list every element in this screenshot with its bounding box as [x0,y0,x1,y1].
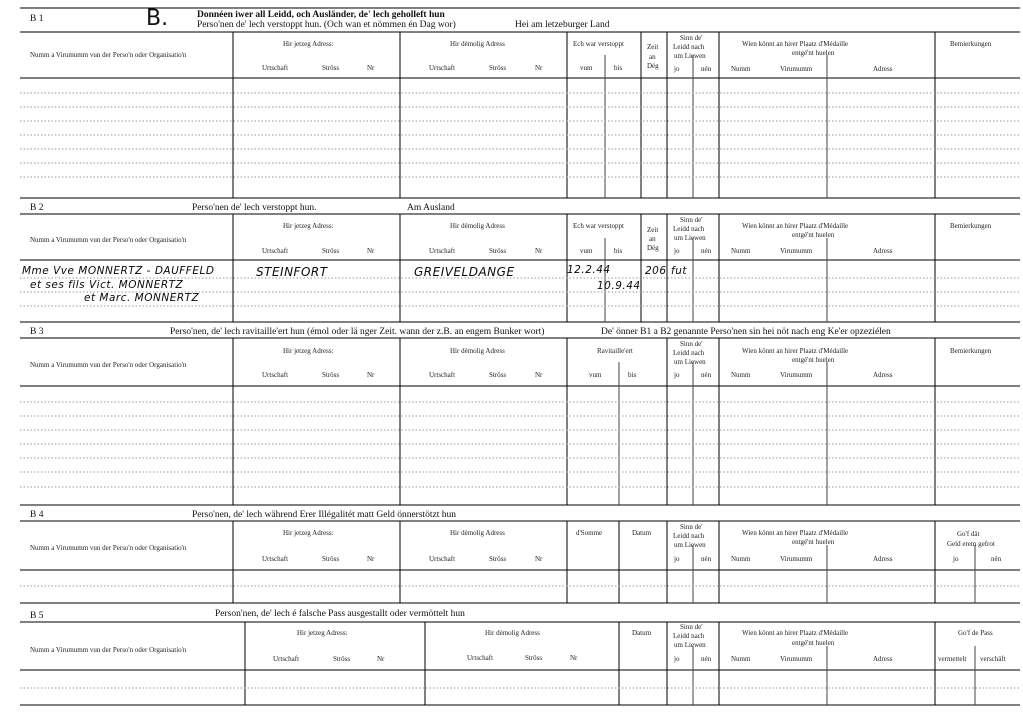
b5-former-locality: Urtschaft [467,654,494,662]
b3-from: vum [589,371,602,379]
b4-yes: jo [674,555,680,563]
b3-remarks: Bemierkungen [950,347,992,355]
b3-former-addr: Hir démolig Adress [450,347,505,355]
b4-surname: Numm [731,555,751,563]
b4-money-2: Geld erem gefrot [947,540,995,548]
b2-time-3: Dég [647,244,659,252]
b3-former-nr: Nr [535,371,543,379]
b2-alive-2: Leidd nach [673,225,705,233]
b4-address: Adress [873,555,893,563]
b5-no: nén [701,655,712,663]
b2-title: Perso'nen de' lech verstoppt hun. [192,203,317,213]
b2-no: nén [701,247,712,255]
b3-name-col: Numm a Virumumm vun der Perso'n oder Organisatio'n [30,361,187,369]
b1-to: bis [614,64,623,72]
b2-former-addr: Hir démolig Adress [450,222,505,230]
b1-medal-2: entgé'nt huelen [792,49,835,57]
b5-former-addr: Hir démolig Adress [485,629,540,637]
b2-street: Ströss [322,247,340,255]
b2-former-locality: Urtschaft [429,247,456,255]
b2-code: B 2 [30,203,44,213]
b5-bought: verschäft [980,655,1006,663]
b2-entry-name-line1: Mme Vve MONNERTZ - DAUFFELD [22,265,215,277]
b4-sum: d'Somme [576,529,603,537]
b4-former-street: Ströss [489,555,507,563]
b5-alive-3: um Liewen [674,641,706,649]
b4-nr: Nr [367,555,375,563]
b1-no: nén [701,65,712,73]
b1-time-2: an [649,53,656,61]
b1-alive-2: Leidd nach [673,43,705,51]
b2-former-nr: Nr [535,247,543,255]
b5-medal-1: Wien könnt an hirer Plaatz d'Médaille [742,629,849,637]
b4-no: nén [701,555,712,563]
b4-name-col: Numm a Virumumm vun der Perso'n oder Organisatio'n [30,544,187,552]
b4-medal-2: entgé'nt huelen [792,538,835,546]
b5-nr: Nr [377,655,385,663]
b2-surname: Numm [731,247,751,255]
b1-nr: Nr [367,64,375,72]
b2-hidden: Ech war verstoppt [573,222,624,230]
b1-former-street: Ströss [489,64,507,72]
b5-locality: Urtschaft [273,655,300,663]
b1-former-locality: Urtschaft [429,64,456,72]
header-country: Hei am letzeburger Land [515,20,610,30]
b1-alive-1: Sinn de' [680,34,703,42]
b4-alive-3: um Liewen [674,541,706,549]
b2-medal-2: entgé'nt huelen [792,231,835,239]
b4-yes-money: jo [953,555,959,563]
b2-address: Adress [873,247,893,255]
b2-to: bis [614,247,623,255]
b2-time-2: an [649,235,656,243]
b1-code: B 1 [30,14,44,24]
b5-current-addr: Hir jetzeg Adress: [297,629,348,637]
b5-street: Ströss [333,655,351,663]
b4-former-locality: Urtschaft [429,555,456,563]
b2-yes: jo [674,247,680,255]
b1-alive-3: um Liewen [674,52,706,60]
b2-time-1: Zeit [647,226,659,234]
b3-medal-2: entgé'nt huelen [792,356,835,364]
b5-pass: Go'f de Pass [958,629,993,637]
header-title-line1: Donnéen iwer all Leidd, och Ausländer, de' lech geholleft hun [197,10,445,20]
b2-nr: Nr [367,247,375,255]
b3-to: bis [628,371,637,379]
b3-locality: Urtschaft [262,371,289,379]
b1-time-1: Zeit [647,43,659,51]
b3-street: Ströss [322,371,340,379]
b4-date: Datum [632,529,652,537]
b1-firstname: Virumumm [780,65,813,73]
b3-yes: jo [674,371,680,379]
b1-street: Ströss [322,64,340,72]
b2-former-street: Ströss [489,247,507,255]
b1-from: vum [580,64,593,72]
b5-firstname: Virumumm [780,655,813,663]
b4-title: Perso'nen, de' lech während Erer Illégalitét matt Geld önnerstötzt hun [192,510,457,520]
b5-date: Datum [632,629,652,637]
b5-medal-2: entgé'nt huelen [792,639,835,647]
b1-current-addr: Hir jetzeg Adress: [283,40,334,48]
b4-code: B 4 [30,510,44,520]
b2-entry-days: 206 [645,265,667,277]
b5-former-nr: Nr [570,654,578,662]
b2-locality: Urtschaft [262,247,289,255]
b4-current-addr: Hir jetzeg Adress: [283,529,334,537]
b5-title: Person'nen, de' lech é falsche Pass ausgestallt oder vermöttelt hun [215,609,465,619]
b5-yes: jo [674,655,680,663]
b3-former-street: Ströss [489,371,507,379]
b3-code: B 3 [30,327,44,337]
b3-no: nén [701,371,712,379]
b2-alive-3: um Liewen [674,234,706,242]
b3-firstname: Virumumm [780,371,813,379]
b4-alive-1: Sinn de' [680,523,703,531]
b2-entry-from: 12.2.44 [567,264,611,276]
b2-entry-alive: fut [671,265,687,277]
b3-alive-3: um Liewen [674,358,706,366]
b4-former-nr: Nr [535,555,543,563]
b2-current-addr: Hir jetzeg Adress: [283,222,334,230]
b4-alive-2: Leidd nach [673,532,705,540]
b3-alive-1: Sinn de' [680,340,703,348]
b3-nr: Nr [367,371,375,379]
b5-surname: Numm [731,655,751,663]
b2-place: Am Ausland [407,203,455,213]
section-letter: B. [146,6,169,31]
b2-remarks: Bemierkungen [950,222,992,230]
b3-current-addr: Hir jetzeg Adress: [283,347,334,355]
b3-title: Perso'nen, de' lech ravitaille'ert hun (émol oder lä nger Zeit. wann der z.B. an engem Bunker wort) [170,327,545,337]
b4-locality: Urtschaft [262,555,289,563]
b5-code: B 5 [30,611,44,621]
b2-entry-current-locality: STEINFORT [256,265,328,279]
b2-entry-name-line2: et ses fils Vict. MONNERTZ [30,279,184,291]
b3-supplied: Ravitaille'ert [597,347,633,355]
b5-delivered: vermettelt [938,655,967,663]
b3-former-locality: Urtschaft [429,371,456,379]
b3-alive-2: Leidd nach [673,349,705,357]
b1-time-3: Dég [647,62,659,70]
b2-entry-to: 10.9.44 [597,280,641,292]
b1-yes: jo [674,65,680,73]
b3-medal-1: Wien könnt an hirer Plaatz d'Médaille [742,347,849,355]
b3-note: De' önner B1 a B2 genannte Perso'nen sin hei nöt nach eng Ke'er opzeziélen [601,327,891,337]
b4-medal-1: Wien könnt an hirer Plaatz d'Médaille [742,529,849,537]
b1-surname: Numm [731,65,751,73]
b4-money-1: Go'f dät [957,530,980,538]
header-title-line2: Perso'nen de' lech verstoppt hun. (Och wan et nömmen én Dag wor) [197,20,456,30]
b1-hidden: Ech war verstoppt [573,40,624,48]
b3-surname: Numm [731,371,751,379]
b4-former-addr: Hir démolig Adress [450,529,505,537]
b2-firstname: Virumumm [780,247,813,255]
b4-street: Ströss [322,555,340,563]
b5-name-col: Numm a Virumumm vun der Perso'n oder Organisatio'n [30,646,187,654]
b2-from: vum [580,247,593,255]
b2-name-col: Numm a Virumumm vun der Perso'n oder Organisatio'n [30,236,187,244]
b1-former-addr: Hir démolig Adress [450,40,505,48]
b1-address: Adress [873,65,893,73]
b2-medal-1: Wien könnt an hirer Plaatz d'Médaille [742,222,849,230]
b1-remarks: Bemierkungen [950,40,992,48]
b5-alive-2: Leidd nach [673,632,705,640]
b4-firstname: Virumumm [780,555,813,563]
b5-former-street: Ströss [525,654,543,662]
b1-locality: Urtschaft [262,64,289,72]
b4-no-money: nén [991,555,1002,563]
b1-name-col: Numm a Virumumm vun der Perso'n oder Organisatio'n [30,51,187,59]
b2-alive-1: Sinn de' [680,216,703,224]
b1-medal-1: Wien könnt an hirer Plaatz d'Médaille [742,40,849,48]
b2-entry-name-line3: et Marc. MONNERTZ [84,292,200,304]
b5-address: Adress [873,655,893,663]
b1-former-nr: Nr [535,64,543,72]
b2-entry-former-locality: GREIVELDANGE [414,265,515,279]
b5-alive-1: Sinn de' [680,623,703,631]
b3-address: Adress [873,371,893,379]
